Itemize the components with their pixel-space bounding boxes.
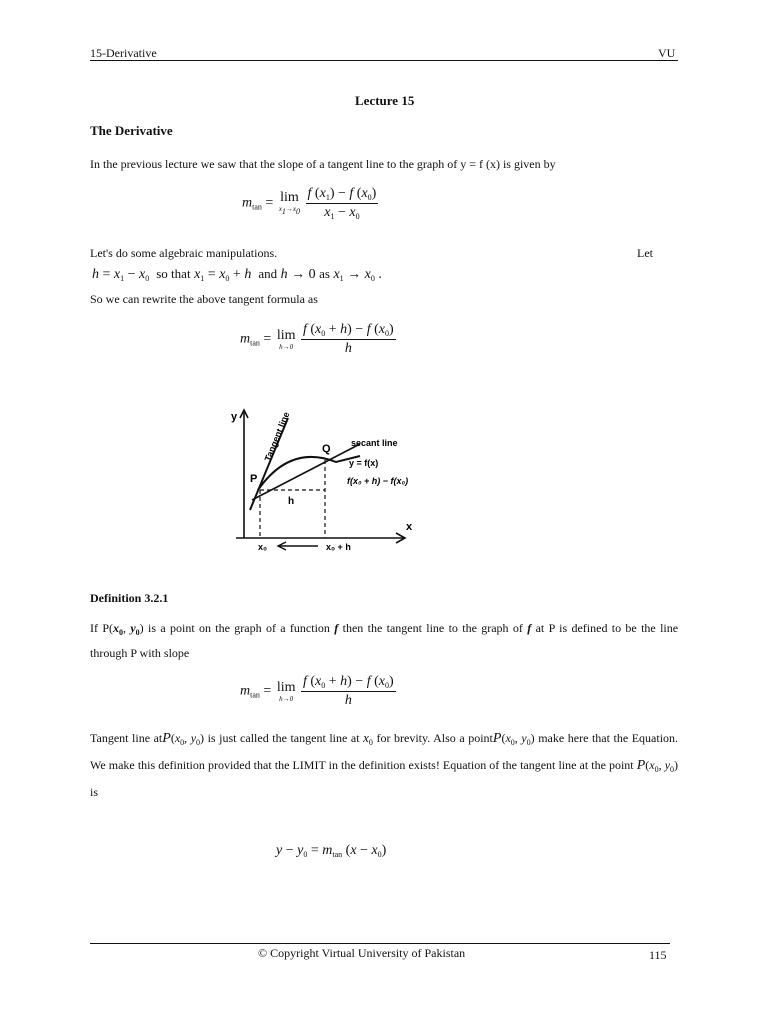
function-label: y = f(x) (349, 458, 379, 468)
secant-line-label: secant line (351, 438, 398, 448)
algebra-let: Let (637, 246, 653, 260)
y-axis-label: y (231, 411, 238, 423)
x0-label: x₀ (258, 542, 268, 552)
section-title: The Derivative (90, 123, 173, 138)
function-curve (258, 456, 360, 490)
algebra-text: Let's do some algebraic manipulations. (90, 246, 278, 260)
definition-title: Definition 3.2.1 (90, 591, 169, 605)
x0h-label: x₀ + h (326, 542, 351, 552)
lecture-title: Lecture 15 (355, 93, 415, 108)
footer-rule (90, 943, 670, 944)
tangent-paragraph: Tangent line $atP(x_0$, $y_0$) is just called the tangent line at $x_0$ for brevity. Also a $pointP(x_0$, $y_0$) make here that the Equation. We make this definition provided that the LIMIT in the definition exists! Equation of the tangent line at the point $P(x_0$, $y_0$) is (90, 730, 679, 799)
difference-label: f(x₀ + h) − f(x₀) (347, 476, 409, 486)
formula-slope-limit-h: $m_{tan}$ = lim h→0 $\frac{f (x_0 + h) - f (x_0)}{h}$ (240, 322, 394, 356)
header-right: VU (658, 46, 676, 60)
intro-text: In the previous lecture we saw that the slope of a tangent line to the graph of y = f (x) is given by (90, 157, 556, 171)
page-number: 115 (649, 948, 667, 962)
tangent-line-label: Tangent line (262, 410, 292, 463)
header-rule (90, 60, 678, 61)
formula-slope-limit-x: $m_{tan}$ = lim $x_1\to x_0$ $\frac{f (x_1) - f (x_0)}{x_1 - x_0}$ (242, 186, 377, 221)
x-axis-label: x (406, 521, 413, 533)
substitution-line: $h = x_1 - x_0$ so that $x_1 = x_0 + h$ and h → 0 as $x_1 \to x_0$ . (92, 266, 382, 283)
formula-tangent-equation: $y - y_0 = m_{tan}$ $(x - x_0)$ (276, 843, 387, 859)
footer-copyright: © Copyright Virtual University of Pakistan (258, 946, 466, 960)
definition-text: If $P(x_0$, $y_0$) is a point on the graph of a function f then the tangent line to the graph of f at P is defined to be the line through P with slope (90, 621, 679, 660)
point-p-label: P (250, 473, 258, 485)
tangent-secant-figure (228, 404, 438, 558)
header-left: 15-Derivative (90, 46, 157, 60)
point-q-label: Q (322, 443, 331, 455)
h-label: h (288, 496, 295, 507)
rewrite-text: So we can rewrite the above tangent formula as (90, 292, 318, 306)
formula-definition-slope: $m_{tan}$ = lim h→0 $\frac{f (x_0 + h) - f (x_0)}{h}$ (240, 674, 394, 708)
